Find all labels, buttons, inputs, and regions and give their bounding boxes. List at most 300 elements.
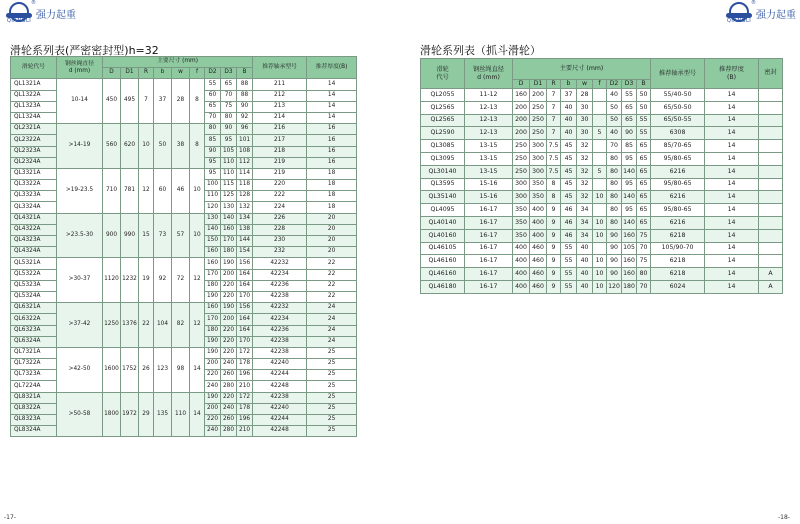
cell-model: QL2565 (421, 101, 465, 114)
cell-d2: 70 (205, 112, 221, 123)
cell-w: 32 (577, 191, 593, 204)
cell-d1: 250 (530, 127, 547, 140)
cell-b: 96 (237, 124, 253, 135)
cell-model: QL35140 (421, 191, 465, 204)
cell-d1: 1972 (121, 392, 139, 437)
cell-model: QL7323A (11, 370, 57, 381)
cell-r: 7 (547, 114, 561, 127)
cell-thickness: 16 (307, 146, 357, 157)
cell-d3: 85 (622, 140, 637, 153)
cell-d2: 40 (607, 89, 622, 102)
cell-d2: 80 (205, 124, 221, 135)
cell-model: QL46160 (421, 255, 465, 268)
table-row (421, 204, 783, 217)
table-row (421, 268, 783, 281)
cell-d2: 85 (205, 135, 221, 146)
cell-d2: 95 (205, 168, 221, 179)
cell-model: QL5324A (11, 291, 57, 302)
cell-seal: A (759, 280, 783, 293)
cell-f (593, 101, 607, 114)
cell-d3: 220 (221, 325, 237, 336)
cell-f (593, 114, 607, 127)
cell-model: QL40160 (421, 229, 465, 242)
cell-bearing: 85/70-65 (651, 140, 705, 153)
cell-b: 70 (637, 242, 651, 255)
cell-d2: 130 (205, 213, 221, 224)
cell-b: 65 (637, 140, 651, 153)
cell-f (593, 178, 607, 191)
cell-model: QL4322A (11, 224, 57, 235)
cell-model: QL2324A (11, 157, 57, 168)
cell-d1: 250 (530, 114, 547, 127)
cell-thickness: 14 (307, 101, 357, 112)
cell-d3: 140 (622, 216, 637, 229)
cell-b: 164 (237, 280, 253, 291)
cell-f: 10 (593, 280, 607, 293)
table-row (421, 255, 783, 268)
table-row (421, 152, 783, 165)
cell-model: QL1321A (11, 79, 57, 90)
cell-d: 250 (513, 152, 530, 165)
cell-d1: 460 (530, 242, 547, 255)
cell-model: QL5322A (11, 269, 57, 280)
cell-f (593, 242, 607, 255)
cell-model: QL46180 (421, 280, 465, 293)
cell-b: 144 (237, 236, 253, 247)
cell-d1: 400 (530, 216, 547, 229)
cell-w: 28 (172, 79, 190, 124)
cell-d1: 1376 (121, 303, 139, 348)
cell-w: 40 (577, 268, 593, 281)
cell-d2: 170 (205, 314, 221, 325)
cell-b: 50 (154, 124, 172, 169)
cell-thickness: 24 (307, 303, 357, 314)
cell-r: 8 (547, 178, 561, 191)
cell-d2: 65 (205, 101, 221, 112)
cell-bearing: 42248 (253, 426, 307, 437)
cell-bearing: 65/50-50 (651, 101, 705, 114)
cell-d2: 190 (205, 347, 221, 358)
cell-w: 30 (577, 127, 593, 140)
cell-d3: 140 (221, 213, 237, 224)
cell-rope-diameter: 13-15 (465, 152, 513, 165)
cell-f: 10 (593, 268, 607, 281)
cell-thickness: 14 (307, 90, 357, 101)
cell-b: 45 (561, 178, 577, 191)
table-row (11, 392, 357, 403)
cell-b: 75 (637, 229, 651, 242)
cell-bearing: 6218 (651, 229, 705, 242)
right-logo (726, 2, 796, 24)
cell-b: 210 (237, 426, 253, 437)
cell-b: 112 (237, 157, 253, 168)
cell-d3: 105 (622, 242, 637, 255)
cell-d1: 350 (530, 191, 547, 204)
cell-thickness: 25 (307, 370, 357, 381)
cell-d3: 95 (622, 204, 637, 217)
cell-thickness: 25 (307, 359, 357, 370)
cell-d: 400 (513, 280, 530, 293)
cell-d: 300 (513, 191, 530, 204)
cell-d3: 220 (221, 392, 237, 403)
cell-thickness: 22 (307, 280, 357, 291)
cell-bearing: 6024 (651, 280, 705, 293)
cell-model: QL3322A (11, 180, 57, 191)
cell-b: 65 (637, 216, 651, 229)
cell-bearing: 95/80-65 (651, 152, 705, 165)
cell-r: 7 (139, 79, 154, 124)
cell-thickness: 20 (307, 224, 357, 235)
cell-bearing: 216 (253, 124, 307, 135)
cell-bearing: 228 (253, 224, 307, 235)
cell-d2: 200 (205, 403, 221, 414)
cell-rope-diameter: 15-16 (465, 191, 513, 204)
header-col-f: f (593, 80, 607, 89)
cell-d2: 50 (607, 114, 622, 127)
table-row (421, 165, 783, 178)
cell-rope-diameter: 16-17 (465, 280, 513, 293)
cell-bearing: 224 (253, 202, 307, 213)
cell-d3: 95 (221, 135, 237, 146)
cell-d1: 1232 (121, 258, 139, 303)
cell-bearing: 42238 (253, 336, 307, 347)
cell-d3: 65 (622, 114, 637, 127)
cell-bearing: 95/80-65 (651, 178, 705, 191)
cell-thickness: 14 (705, 140, 759, 153)
cell-w: 40 (577, 280, 593, 293)
cell-d: 250 (513, 165, 530, 178)
table-row (421, 127, 783, 140)
cell-w: 32 (577, 165, 593, 178)
cell-bearing: 42244 (253, 415, 307, 426)
cell-thickness: 14 (705, 114, 759, 127)
cell-rope-diameter: >19-23.5 (57, 168, 103, 213)
cell-model: QL2321A (11, 124, 57, 135)
cell-thickness: 22 (307, 291, 357, 302)
cell-r: 9 (547, 280, 561, 293)
cell-d2: 180 (205, 280, 221, 291)
cell-d2: 190 (205, 336, 221, 347)
cell-f: 12 (190, 303, 205, 348)
cell-b: 80 (637, 268, 651, 281)
cell-bearing: 220 (253, 180, 307, 191)
header-col-d: D (513, 80, 530, 89)
cell-thickness: 25 (307, 347, 357, 358)
cell-r: 7 (547, 101, 561, 114)
cell-d: 900 (103, 213, 121, 258)
cell-b: 196 (237, 370, 253, 381)
cell-bearing: 6216 (651, 165, 705, 178)
cell-thickness: 14 (705, 178, 759, 191)
cell-f: 8 (190, 124, 205, 169)
cell-r: 9 (547, 255, 561, 268)
logo-text: 强力起重 (36, 9, 76, 21)
cell-b: 164 (237, 314, 253, 325)
cell-w: 98 (172, 347, 190, 392)
cell-thickness: 25 (307, 415, 357, 426)
table-row (11, 124, 357, 135)
cell-w: 82 (172, 303, 190, 348)
header-col-d1: D1 (530, 80, 547, 89)
cell-d: 1120 (103, 258, 121, 303)
logo-text: 强力起重 (756, 9, 796, 21)
cell-bearing: 42238 (253, 291, 307, 302)
cell-r: 22 (139, 303, 154, 348)
cell-r: 8 (547, 191, 561, 204)
cell-thickness: 14 (705, 191, 759, 204)
cell-d3: 220 (221, 347, 237, 358)
cell-r: 12 (139, 168, 154, 213)
cell-b: 55 (561, 280, 577, 293)
cell-thickness: 16 (307, 124, 357, 135)
cell-b: 108 (237, 146, 253, 157)
cell-b: 118 (237, 180, 253, 191)
cell-r: 10 (139, 124, 154, 169)
cell-thickness: 14 (705, 127, 759, 140)
page-number: -17- (4, 514, 16, 521)
cell-model: QL3095 (421, 152, 465, 165)
cell-d3: 190 (221, 258, 237, 269)
cell-thickness: 14 (705, 152, 759, 165)
header-thickness: 推荐厚度 (B) (705, 59, 759, 89)
cell-f: 10 (593, 229, 607, 242)
header-rope-diameter: 钢丝绳直径 d (mm) (465, 59, 513, 89)
cell-thickness: 14 (705, 216, 759, 229)
cell-b: 46 (561, 216, 577, 229)
cell-rope-diameter: >14-19 (57, 124, 103, 169)
cell-model: QL2323A (11, 146, 57, 157)
cell-r: 7.5 (547, 165, 561, 178)
cell-f (593, 204, 607, 217)
cell-seal (759, 178, 783, 191)
header-col-b: B (637, 80, 651, 89)
cell-f: 10 (593, 216, 607, 229)
header-main-dimensions: 主要尺寸 (mm) (103, 57, 253, 68)
header-col-d1: D1 (121, 68, 139, 79)
cell-d3: 220 (221, 280, 237, 291)
cell-r: 7 (547, 127, 561, 140)
cell-bearing: 213 (253, 101, 307, 112)
cell-thickness: 14 (705, 204, 759, 217)
cell-thickness: 24 (307, 336, 357, 347)
cell-model: QL4095 (421, 204, 465, 217)
cell-model: QL1322A (11, 90, 57, 101)
cell-rope-diameter: >42-50 (57, 347, 103, 392)
cell-d3: 105 (221, 146, 237, 157)
cell-d2: 120 (607, 280, 622, 293)
header-row (11, 57, 357, 68)
cell-thickness: 20 (307, 236, 357, 247)
cell-d2: 190 (205, 392, 221, 403)
cell-f: 12 (190, 258, 205, 303)
header-col-f: f (190, 68, 205, 79)
cell-d3: 125 (221, 191, 237, 202)
cell-d2: 70 (607, 140, 622, 153)
cell-r: 9 (547, 229, 561, 242)
company-logo-icon: QIANGLI ® (727, 0, 756, 24)
cell-r: 9 (547, 268, 561, 281)
cell-thickness: 24 (307, 314, 357, 325)
cell-bearing: 230 (253, 236, 307, 247)
cell-d2: 160 (205, 247, 221, 258)
cell-rope-diameter: 16-17 (465, 204, 513, 217)
right-page (400, 0, 800, 524)
header-row (421, 59, 783, 80)
cell-d2: 200 (205, 359, 221, 370)
cell-f: 14 (190, 347, 205, 392)
header-bearing: 推荐轴承型号 (253, 57, 307, 79)
cell-d3: 65 (221, 79, 237, 90)
cell-d3: 65 (622, 101, 637, 114)
cell-thickness: 25 (307, 426, 357, 437)
cell-d3: 240 (221, 359, 237, 370)
cell-d2: 90 (607, 268, 622, 281)
cell-d1: 781 (121, 168, 139, 213)
cell-w: 46 (172, 168, 190, 213)
cell-r: 9 (547, 204, 561, 217)
cell-b: 55 (561, 268, 577, 281)
cell-model: QL40140 (421, 216, 465, 229)
cell-model: QL3085 (421, 140, 465, 153)
cell-d3: 180 (221, 247, 237, 258)
cell-rope-diameter: 16-17 (465, 268, 513, 281)
cell-bearing: 222 (253, 191, 307, 202)
cell-model: QL6322A (11, 314, 57, 325)
cell-w: 40 (577, 255, 593, 268)
cell-b: 75 (637, 255, 651, 268)
cell-r: 9 (547, 242, 561, 255)
cell-b: 65 (637, 165, 651, 178)
cell-d: 450 (103, 79, 121, 124)
cell-b: 88 (237, 79, 253, 90)
cell-d2: 55 (205, 79, 221, 90)
cell-d3: 140 (622, 165, 637, 178)
header-thickness: 推荐厚度(B) (307, 57, 357, 79)
cell-b: 55 (561, 242, 577, 255)
cell-b: 70 (637, 280, 651, 293)
cell-b: 40 (561, 101, 577, 114)
cell-d2: 240 (205, 381, 221, 392)
cell-model: QL8324A (11, 426, 57, 437)
cell-r: 26 (139, 347, 154, 392)
cell-model: QL3595 (421, 178, 465, 191)
cell-bearing: 42232 (253, 258, 307, 269)
cell-b: 135 (154, 392, 172, 437)
cell-d1: 1752 (121, 347, 139, 392)
table-row (421, 242, 783, 255)
cell-d: 560 (103, 124, 121, 169)
cell-b: 92 (237, 112, 253, 123)
cell-r: 7 (547, 89, 561, 102)
cell-thickness: 25 (307, 392, 357, 403)
cell-b: 65 (637, 152, 651, 165)
cell-b: 156 (237, 258, 253, 269)
cell-w: 110 (172, 392, 190, 437)
cell-f: 10 (593, 191, 607, 204)
cell-rope-diameter: >50-58 (57, 392, 103, 437)
cell-model: QL6324A (11, 336, 57, 347)
cell-thickness: 22 (307, 258, 357, 269)
cell-b: 55 (637, 114, 651, 127)
cell-bearing: 105/90-70 (651, 242, 705, 255)
cell-d2: 150 (205, 236, 221, 247)
cell-b: 50 (637, 89, 651, 102)
cell-b: 45 (561, 191, 577, 204)
cell-bearing: 217 (253, 135, 307, 146)
cell-d: 400 (513, 242, 530, 255)
cell-thickness: 14 (307, 112, 357, 123)
cell-b: 45 (561, 165, 577, 178)
table-row (11, 168, 357, 179)
cell-model: QL3323A (11, 191, 57, 202)
cell-w: 57 (172, 213, 190, 258)
cell-d3: 55 (622, 89, 637, 102)
cell-rope-diameter: 16-17 (465, 216, 513, 229)
cell-d1: 300 (530, 152, 547, 165)
cell-rope-diameter: >23.5-30 (57, 213, 103, 258)
header-col-w: w (577, 80, 593, 89)
cell-seal (759, 216, 783, 229)
cell-d1: 495 (121, 79, 139, 124)
cell-d: 1250 (103, 303, 121, 348)
cell-d2: 90 (607, 229, 622, 242)
cell-thickness: 18 (307, 168, 357, 179)
cell-rope-diameter: 16-17 (465, 229, 513, 242)
cell-d2: 240 (205, 426, 221, 437)
header-col-d3: D3 (622, 80, 637, 89)
cell-bearing: 42232 (253, 303, 307, 314)
cell-thickness: 14 (705, 229, 759, 242)
cell-d2: 80 (607, 216, 622, 229)
cell-thickness: 24 (307, 325, 357, 336)
cell-b: 134 (237, 213, 253, 224)
cell-d3: 90 (622, 127, 637, 140)
cell-model: QL7224A (11, 381, 57, 392)
table-row (11, 213, 357, 224)
cell-seal (759, 191, 783, 204)
cell-d2: 80 (607, 191, 622, 204)
cell-r: 7.5 (547, 140, 561, 153)
cell-b: 164 (237, 325, 253, 336)
cell-d2: 95 (205, 157, 221, 168)
cell-rope-diameter: 13-15 (465, 165, 513, 178)
cell-b: 92 (154, 258, 172, 303)
cell-thickness: 16 (307, 135, 357, 146)
cell-d2: 50 (607, 101, 622, 114)
cell-b: 210 (237, 381, 253, 392)
cell-seal (759, 101, 783, 114)
cell-d: 350 (513, 216, 530, 229)
cell-b: 90 (237, 101, 253, 112)
table-row (421, 280, 783, 293)
header-seal: 密封 (759, 59, 783, 89)
cell-model: QL6321A (11, 303, 57, 314)
cell-b: 45 (561, 140, 577, 153)
cell-bearing: 6218 (651, 255, 705, 268)
cell-w: 34 (577, 229, 593, 242)
cell-b: 46 (561, 229, 577, 242)
cell-bearing: 42248 (253, 381, 307, 392)
cell-w: 34 (577, 204, 593, 217)
cell-d1: 300 (530, 165, 547, 178)
cell-thickness: 18 (307, 191, 357, 202)
cell-d3: 180 (622, 280, 637, 293)
header-rope-diameter: 钢丝绳直径 d (mm) (57, 57, 103, 79)
cell-rope-diameter: 10-14 (57, 79, 103, 124)
cell-rope-diameter: >37-42 (57, 303, 103, 348)
cell-thickness: 16 (307, 157, 357, 168)
cell-model: QL4324A (11, 247, 57, 258)
